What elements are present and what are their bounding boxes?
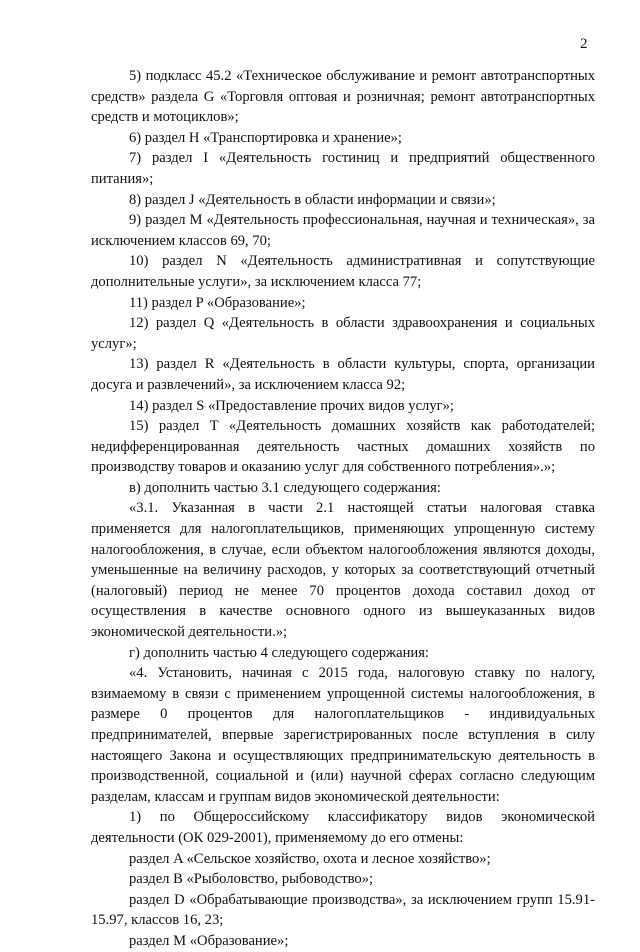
amendment-part-4: «4. Установить, начиная с 2015 года, налоговую ставку по налогу, взимаемому в связи с применением упрощенной системы налогообложения, в размере 0 процентов для налогоплательщиков - индивидуальных предпринимателей, впервые зарегистрированных после вступления в силу настоящего Закона и осуществляющих предпринимательскую деятельность в производственной, социальной и (или) научной сферах согласно следующим разделам, классам и группам видов экономической деятельности: [91,665,595,805]
amendment-part-3-1: «3.1. Указанная в части 2.1 настоящей статьи налоговая ставка применяется для налогоплательщиков, применяющих упрощенную систему налогообложения, в случае, если объектом налогообложения являются доходы, уменьшенные на величину расходов, у которых за соответствующий отчетный (налоговый) период не менее 70 процентов дохода составил доход от осуществления в качестве основного одного из вышеуказанных видов экономической деятельности.»; [91,500,595,641]
section-d-item: раздел D «Обрабатывающие производства», за исключением групп 15.91-15.97, классов 16, 23; [91,891,595,929]
page-number: 2 [580,36,588,52]
paragraph-item-13: 13) раздел R «Деятельность в области культуры, спорта, организации досуга и развлечений», за исключением класса 92; [91,356,595,393]
amendment-v-intro: в) дополнить частью 3.1 следующего содержания: [129,479,441,496]
paragraph-item-11: 11) раздел P «Образование»; [129,294,306,311]
paragraph-item-12: 12) раздел Q «Деятельность в области здравоохранения и социальных услуг»; [91,315,595,352]
paragraph-item-8: 8) раздел J «Деятельность в области информации и связи»; [129,191,496,208]
document-body [91,66,595,952]
paragraph-item-7: 7) раздел I «Деятельность гостиниц и предприятий общественного питания»; [91,150,595,187]
paragraph-item-15: 15) раздел T «Деятельность домашних хозяйств как работодателей; недифференцированная деятельность частных домашних хозяйств по производству товаров и оказанию услуг для собственного потребления».»; [91,418,595,476]
paragraph-item-5: 5) подкласс 45.2 «Техническое обслуживание и ремонт автотранспортных средств» раздела G «Торговля оптовая и розничная; ремонт автотранспортных средств и мотоциклов»; [91,68,595,126]
section-a-item: раздел A «Сельское хозяйство, охота и лесное хозяйство»; [129,850,491,867]
okved-classifier-item: 1) по Общероссийскому классификатору видов экономической деятельности (ОК 029-2001), применяемому до его отмены: [91,809,595,846]
paragraph-item-9: 9) раздел M «Деятельность профессиональная, научная и техническая», за исключением классов 69, 70; [91,212,595,249]
paragraph-item-14: 14) раздел S «Предоставление прочих видов услуг»; [129,397,454,414]
paragraph-item-6: 6) раздел H «Транспортировка и хранение»; [129,129,402,146]
amendment-g-intro: г) дополнить частью 4 следующего содержания: [129,644,429,661]
paragraph-item-10: 10) раздел N «Деятельность административная и сопутствующие дополнительные услуги», за исключением класса 77; [91,253,595,290]
section-m-item: раздел M «Образование»; [129,932,289,949]
section-b-item: раздел B «Рыболовство, рыбоводство»; [129,871,374,888]
